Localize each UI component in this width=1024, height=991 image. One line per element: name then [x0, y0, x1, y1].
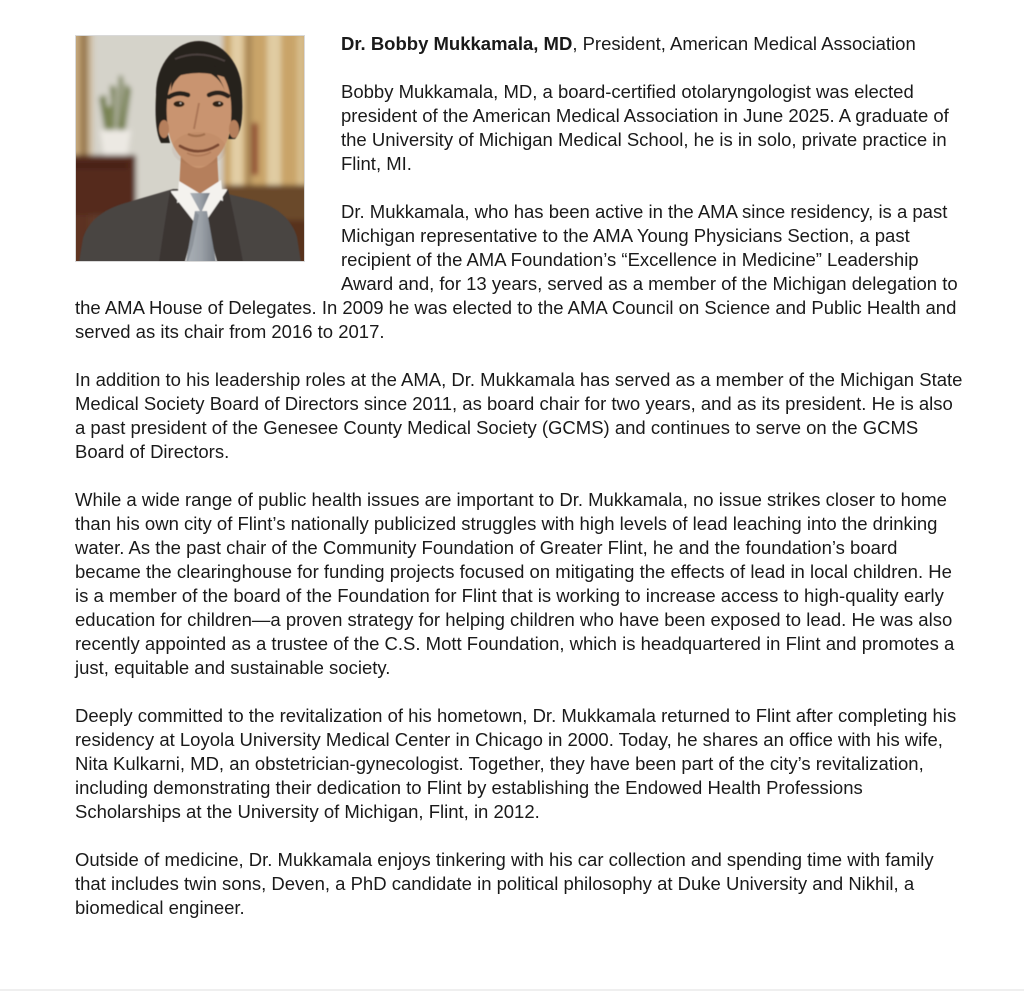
bio-paragraph-2: Dr. Mukkamala, who has been active in the AMA since residency, is a past Michigan representative to the AMA Young Physicians Section, a past recipient of the AMA Foundation’s “Excellence in Medicine” Leadership Award and, for 13 years, served as a member of the Michigan delegation to the AMA House of Delegates. In 2009 he was elected to the AMA Council on Science and Public Health and served as its chair from 2016 to 2017. — [75, 201, 958, 342]
bio-article — [75, 0, 968, 920]
bio-paragraph-5: Deeply committed to the revitalization of his hometown, Dr. Mukkamala returned to Flint after completing his residency at Loyola University Medical Center in Chicago in 2000. Today, he shares an office with his wife, Nita Kulkarni, MD, an obstetrician-gynecologist. Together, they have been part of the city’s revitalization, including demonstrating their dedication to Flint by establishing the Endowed Health Professions Scholarships at the University of Michigan, Flint, in 2012. — [75, 705, 957, 822]
bio-paragraph-3: In addition to his leadership roles at the AMA, Dr. Mukkamala has served as a member of the Michigan State Medical Society Board of Directors since 2011, as board chair for two years, and as its president. He is also a past president of the Genesee County Medical Society (GCMS) and continues to serve on the GCMS Board of Directors. — [75, 369, 963, 462]
bio-paragraph-1: Bobby Mukkamala, MD, a board-certified otolaryngologist was elected president of the American Medical Association in June 2025. A graduate of the University of Michigan Medical School, he is in solo, private practice in Flint, MI. — [341, 81, 949, 174]
plant-pot — [100, 130, 131, 157]
portrait-photo — [75, 35, 305, 262]
person-name: Dr. Bobby Mukkamala, MD — [341, 33, 573, 54]
portrait-illustration — [75, 35, 305, 262]
person-title: , President, American Medical Association — [572, 33, 916, 54]
bio-paragraph-4: While a wide range of public health issues are important to Dr. Mukkamala, no issue strikes closer to home than his own city of Flint’s nationally publicized struggles with high levels of lead leaching into the drinking water. As the past chair of the Community Foundation of Greater Flint, he and the foundation’s board became the clearinghouse for funding projects focused on mitigating the effects of lead in local children. He is a member of the board of the Foundation for Flint that is working to increase access to high-quality early education for children—a proven strategy for helping children who have been exposed to lead. He was also recently appointed as a trustee of the C.S. Mott Foundation, which is headquartered in Flint and promotes a just, equitable and sustainable society. — [75, 489, 955, 678]
bio-paragraph-6: Outside of medicine, Dr. Mukkamala enjoys tinkering with his car collection and spending time with family that includes twin sons, Deven, a PhD candidate in political philosophy at Duke University and Nikhil, a biomedical engineer. — [75, 849, 934, 918]
